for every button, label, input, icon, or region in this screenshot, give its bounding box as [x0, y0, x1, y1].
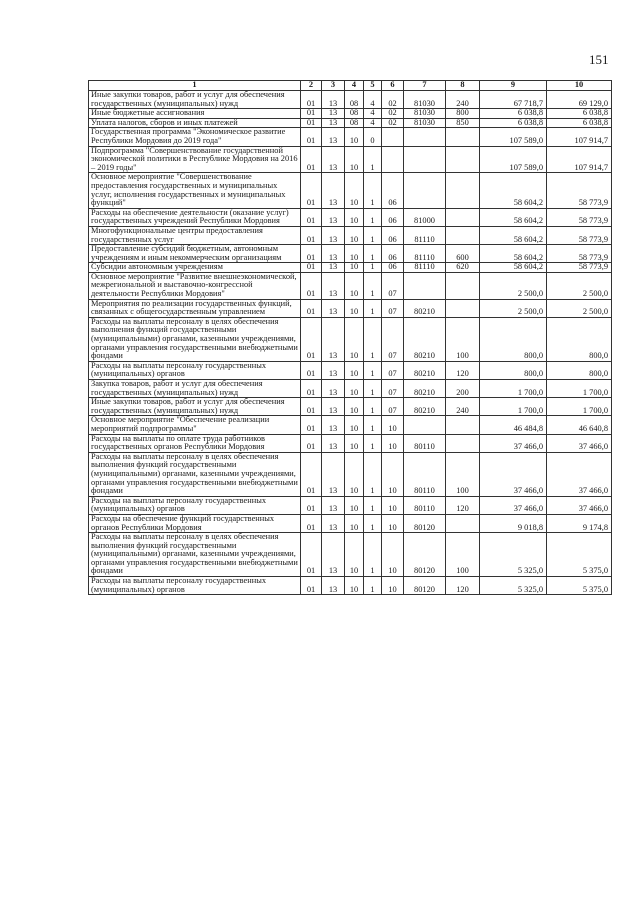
subsection-code: 13 — [322, 533, 345, 577]
item-name: Расходы на выплаты персоналу в целях обеспечения выполнения функций государственными (муниципальными) органами, казенными учреждениями, органами управления государственными внебюджетными фондами — [89, 317, 301, 361]
program-code: 10 — [345, 452, 364, 496]
section-code: 01 — [301, 226, 322, 244]
item-name: Закупка товаров, работ и услуг для обеспечения государственных (муниципальных) нужд — [89, 380, 301, 398]
subprogram-code: 1 — [364, 577, 382, 595]
item-name: Расходы на обеспечение деятельности (оказание услуг) государственных учреждений Республики Мордовия — [89, 208, 301, 226]
expense-type-code — [446, 226, 480, 244]
table-row — [89, 361, 612, 379]
amount-year-2: 58 773,9 — [547, 263, 612, 273]
item-name: Иные бюджетные ассигнования — [89, 109, 301, 119]
section-code: 01 — [301, 245, 322, 263]
section-code: 01 — [301, 533, 322, 577]
activity-code: 06 — [382, 245, 404, 263]
section-code: 01 — [301, 317, 322, 361]
activity-code: 10 — [382, 452, 404, 496]
column-header: 9 — [480, 81, 547, 91]
section-code: 01 — [301, 496, 322, 514]
section-code: 01 — [301, 91, 322, 109]
section-code: 01 — [301, 299, 322, 317]
subsection-code: 13 — [322, 208, 345, 226]
section-code: 01 — [301, 263, 322, 273]
expense-type-code: 120 — [446, 496, 480, 514]
column-header: 8 — [446, 81, 480, 91]
table-row — [89, 496, 612, 514]
direction-code: 80210 — [404, 361, 446, 379]
direction-code — [404, 416, 446, 434]
amount-year-2: 6 038,8 — [547, 109, 612, 119]
program-code: 10 — [345, 317, 364, 361]
amount-year-2: 2 500,0 — [547, 299, 612, 317]
table-row — [89, 91, 612, 109]
expense-type-code: 800 — [446, 109, 480, 119]
program-code: 10 — [345, 361, 364, 379]
amount-year-2: 37 466,0 — [547, 496, 612, 514]
subsection-code: 13 — [322, 452, 345, 496]
subsection-code: 13 — [322, 416, 345, 434]
amount-year-2: 1 700,0 — [547, 398, 612, 416]
activity-code — [382, 128, 404, 146]
direction-code: 81110 — [404, 263, 446, 273]
section-code: 01 — [301, 514, 322, 532]
expense-type-code: 600 — [446, 245, 480, 263]
activity-code: 02 — [382, 91, 404, 109]
column-header: 7 — [404, 81, 446, 91]
table-row — [89, 299, 612, 317]
item-name: Предоставление субсидий бюджетным, автономным учреждениям и иным некоммерческим организациям — [89, 245, 301, 263]
section-code: 01 — [301, 109, 322, 119]
activity-code: 06 — [382, 263, 404, 273]
subprogram-code: 1 — [364, 380, 382, 398]
activity-code: 06 — [382, 173, 404, 208]
subprogram-code: 1 — [364, 226, 382, 244]
direction-code: 81000 — [404, 208, 446, 226]
amount-year-1: 37 466,0 — [480, 452, 547, 496]
program-code: 10 — [345, 398, 364, 416]
activity-code: 07 — [382, 380, 404, 398]
item-name: Расходы на выплаты персоналу в целях обеспечения выполнения функций государственными (муниципальными) органами, казенными учреждениями, органами управления государственными внебюджетными фондами — [89, 452, 301, 496]
subprogram-code: 1 — [364, 245, 382, 263]
expense-type-code: 240 — [446, 398, 480, 416]
amount-year-2: 107 914,7 — [547, 146, 612, 173]
amount-year-1: 37 466,0 — [480, 434, 547, 452]
amount-year-2: 2 500,0 — [547, 272, 612, 299]
program-code: 10 — [345, 208, 364, 226]
amount-year-2: 800,0 — [547, 361, 612, 379]
direction-code: 80120 — [404, 577, 446, 595]
item-name: Основное мероприятие "Развитие внешнеэкономической, межрегиональной и выставочно-конгрессной деятельности Республики Мордовия" — [89, 272, 301, 299]
section-code: 01 — [301, 173, 322, 208]
item-name: Субсидии автономным учреждениям — [89, 263, 301, 273]
table-row — [89, 272, 612, 299]
subsection-code: 13 — [322, 272, 345, 299]
section-code: 01 — [301, 416, 322, 434]
expense-type-code: 120 — [446, 361, 480, 379]
subprogram-code: 1 — [364, 173, 382, 208]
item-name: Расходы на выплаты персоналу государственных (муниципальных) органов — [89, 577, 301, 595]
subsection-code: 13 — [322, 496, 345, 514]
direction-code — [404, 173, 446, 208]
activity-code: 07 — [382, 317, 404, 361]
item-name: Расходы на выплаты персоналу государственных (муниципальных) органов — [89, 361, 301, 379]
table-row — [89, 577, 612, 595]
direction-code — [404, 272, 446, 299]
amount-year-2: 800,0 — [547, 317, 612, 361]
amount-year-2: 58 773,9 — [547, 173, 612, 208]
column-header: 2 — [301, 81, 322, 91]
subsection-code: 13 — [322, 380, 345, 398]
table-row — [89, 434, 612, 452]
expense-type-code: 200 — [446, 380, 480, 398]
expense-type-code — [446, 146, 480, 173]
item-name: Основное мероприятие "Совершенствование предоставления государственных и муниципальных услуг, исполнения государственных и муниципальных функций" — [89, 173, 301, 208]
column-header: 6 — [382, 81, 404, 91]
program-code: 10 — [345, 272, 364, 299]
section-code: 01 — [301, 452, 322, 496]
subprogram-code: 4 — [364, 109, 382, 119]
program-code: 10 — [345, 226, 364, 244]
program-code: 10 — [345, 533, 364, 577]
activity-code: 07 — [382, 272, 404, 299]
amount-year-2: 6 038,8 — [547, 118, 612, 128]
subsection-code: 13 — [322, 118, 345, 128]
subsection-code: 13 — [322, 146, 345, 173]
direction-code: 80210 — [404, 299, 446, 317]
subprogram-code: 1 — [364, 263, 382, 273]
subsection-code: 13 — [322, 317, 345, 361]
amount-year-1: 46 484,8 — [480, 416, 547, 434]
activity-code: 07 — [382, 299, 404, 317]
column-header: 1 — [89, 81, 301, 91]
amount-year-1: 58 604,2 — [480, 263, 547, 273]
amount-year-1: 6 038,8 — [480, 109, 547, 119]
amount-year-2: 1 700,0 — [547, 380, 612, 398]
amount-year-1: 2 500,0 — [480, 272, 547, 299]
program-code: 10 — [345, 299, 364, 317]
table-row — [89, 533, 612, 577]
item-name: Расходы на выплаты персоналу в целях обеспечения выполнения функций государственными (муниципальными) органами, казенными учреждениями, органами управления государственными внебюджетными фондами — [89, 533, 301, 577]
subsection-code: 13 — [322, 263, 345, 273]
table-row — [89, 173, 612, 208]
amount-year-2: 37 466,0 — [547, 434, 612, 452]
table-body — [89, 91, 612, 595]
table-row — [89, 109, 612, 119]
program-code: 10 — [345, 380, 364, 398]
amount-year-2: 107 914,7 — [547, 128, 612, 146]
column-header: 4 — [345, 81, 364, 91]
amount-year-1: 6 038,8 — [480, 118, 547, 128]
item-name: Уплата налогов, сборов и иных платежей — [89, 118, 301, 128]
table-row — [89, 263, 612, 273]
table-row — [89, 416, 612, 434]
expense-type-code — [446, 208, 480, 226]
program-code: 10 — [345, 245, 364, 263]
subsection-code: 13 — [322, 514, 345, 532]
budget-table — [88, 80, 612, 595]
item-name: Расходы на выплаты по оплате труда работников государственных органов Республики Мордовия — [89, 434, 301, 452]
amount-year-2: 46 640,8 — [547, 416, 612, 434]
section-code: 01 — [301, 577, 322, 595]
direction-code: 81110 — [404, 226, 446, 244]
amount-year-1: 2 500,0 — [480, 299, 547, 317]
table-row — [89, 208, 612, 226]
table-row — [89, 245, 612, 263]
column-header: 5 — [364, 81, 382, 91]
activity-code: 10 — [382, 434, 404, 452]
subsection-code: 13 — [322, 398, 345, 416]
table-row — [89, 380, 612, 398]
amount-year-2: 5 375,0 — [547, 533, 612, 577]
section-code: 01 — [301, 398, 322, 416]
subprogram-code: 1 — [364, 299, 382, 317]
activity-code — [382, 146, 404, 173]
amount-year-2: 58 773,9 — [547, 208, 612, 226]
amount-year-1: 107 589,0 — [480, 128, 547, 146]
subprogram-code: 1 — [364, 434, 382, 452]
program-code: 08 — [345, 109, 364, 119]
amount-year-1: 800,0 — [480, 361, 547, 379]
section-code: 01 — [301, 272, 322, 299]
table-header-row — [89, 81, 612, 91]
section-code: 01 — [301, 146, 322, 173]
program-code: 10 — [345, 434, 364, 452]
activity-code: 06 — [382, 226, 404, 244]
direction-code — [404, 128, 446, 146]
amount-year-1: 58 604,2 — [480, 208, 547, 226]
table-row — [89, 514, 612, 532]
activity-code: 10 — [382, 416, 404, 434]
table-row — [89, 226, 612, 244]
table-row — [89, 146, 612, 173]
direction-code: 80120 — [404, 533, 446, 577]
subprogram-code: 0 — [364, 128, 382, 146]
direction-code: 80110 — [404, 496, 446, 514]
expense-type-code: 100 — [446, 317, 480, 361]
program-code: 08 — [345, 118, 364, 128]
direction-code: 80210 — [404, 398, 446, 416]
subprogram-code: 1 — [364, 272, 382, 299]
subprogram-code: 1 — [364, 361, 382, 379]
table-row — [89, 398, 612, 416]
column-header: 3 — [322, 81, 345, 91]
direction-code: 81030 — [404, 91, 446, 109]
amount-year-1: 5 325,0 — [480, 577, 547, 595]
amount-year-1: 9 018,8 — [480, 514, 547, 532]
amount-year-2: 58 773,9 — [547, 226, 612, 244]
amount-year-2: 9 174,8 — [547, 514, 612, 532]
subsection-code: 13 — [322, 245, 345, 263]
column-header: 10 — [547, 81, 612, 91]
direction-code: 80210 — [404, 317, 446, 361]
amount-year-1: 58 604,2 — [480, 173, 547, 208]
item-name: Многофункциональные центры предоставления государственных услуг — [89, 226, 301, 244]
activity-code: 10 — [382, 496, 404, 514]
direction-code: 80110 — [404, 452, 446, 496]
amount-year-1: 1 700,0 — [480, 380, 547, 398]
subprogram-code: 1 — [364, 452, 382, 496]
amount-year-1: 1 700,0 — [480, 398, 547, 416]
activity-code: 06 — [382, 208, 404, 226]
subsection-code: 13 — [322, 577, 345, 595]
program-code: 10 — [345, 496, 364, 514]
section-code: 01 — [301, 128, 322, 146]
subprogram-code: 1 — [364, 398, 382, 416]
activity-code: 10 — [382, 577, 404, 595]
amount-year-1: 58 604,2 — [480, 226, 547, 244]
subprogram-code: 1 — [364, 208, 382, 226]
direction-code: 80110 — [404, 434, 446, 452]
program-code: 10 — [345, 263, 364, 273]
direction-code: 81030 — [404, 118, 446, 128]
table-row — [89, 128, 612, 146]
expense-type-code: 100 — [446, 533, 480, 577]
direction-code: 80210 — [404, 380, 446, 398]
subsection-code: 13 — [322, 361, 345, 379]
amount-year-2: 69 129,0 — [547, 91, 612, 109]
amount-year-1: 37 466,0 — [480, 496, 547, 514]
program-code: 10 — [345, 416, 364, 434]
expense-type-code — [446, 514, 480, 532]
activity-code: 07 — [382, 361, 404, 379]
amount-year-1: 107 589,0 — [480, 146, 547, 173]
subprogram-code: 1 — [364, 416, 382, 434]
amount-year-2: 37 466,0 — [547, 452, 612, 496]
subprogram-code: 1 — [364, 514, 382, 532]
program-code: 10 — [345, 146, 364, 173]
direction-code — [404, 146, 446, 173]
subprogram-code: 1 — [364, 317, 382, 361]
activity-code: 10 — [382, 533, 404, 577]
expense-type-code — [446, 434, 480, 452]
table-row — [89, 452, 612, 496]
subprogram-code: 4 — [364, 91, 382, 109]
subsection-code: 13 — [322, 109, 345, 119]
subprogram-code: 4 — [364, 118, 382, 128]
table-row — [89, 118, 612, 128]
direction-code: 81110 — [404, 245, 446, 263]
subsection-code: 13 — [322, 299, 345, 317]
subsection-code: 13 — [322, 226, 345, 244]
expense-type-code — [446, 416, 480, 434]
activity-code: 02 — [382, 118, 404, 128]
subprogram-code: 1 — [364, 496, 382, 514]
section-code: 01 — [301, 380, 322, 398]
activity-code: 07 — [382, 398, 404, 416]
item-name: Расходы на обеспечение функций государственных органов Республики Мордовия — [89, 514, 301, 532]
amount-year-2: 58 773,9 — [547, 245, 612, 263]
subsection-code: 13 — [322, 173, 345, 208]
program-code: 10 — [345, 128, 364, 146]
subsection-code: 13 — [322, 128, 345, 146]
item-name: Иные закупки товаров, работ и услуг для обеспечения государственных (муниципальных) нужд — [89, 398, 301, 416]
section-code: 01 — [301, 208, 322, 226]
section-code: 01 — [301, 361, 322, 379]
expense-type-code: 240 — [446, 91, 480, 109]
expense-type-code: 620 — [446, 263, 480, 273]
expense-type-code — [446, 128, 480, 146]
direction-code: 80120 — [404, 514, 446, 532]
subsection-code: 13 — [322, 91, 345, 109]
expense-type-code: 850 — [446, 118, 480, 128]
amount-year-1: 67 718,7 — [480, 91, 547, 109]
expense-type-code: 120 — [446, 577, 480, 595]
section-code: 01 — [301, 118, 322, 128]
subprogram-code: 1 — [364, 533, 382, 577]
expense-type-code — [446, 173, 480, 208]
item-name: Основное мероприятие "Обеспечение реализации мероприятий подпрограммы" — [89, 416, 301, 434]
item-name: Мероприятия по реализации государственных функций, связанных с общегосударственным управлением — [89, 299, 301, 317]
table-row — [89, 317, 612, 361]
item-name: Государственная программа "Экономическое развитие Республики Мордовия до 2019 года" — [89, 128, 301, 146]
activity-code: 02 — [382, 109, 404, 119]
amount-year-1: 800,0 — [480, 317, 547, 361]
item-name: Подпрограмма "Совершенствование государственной экономической политики в Республике Мордовия на 2016 – 2019 годы" — [89, 146, 301, 173]
expense-type-code — [446, 299, 480, 317]
program-code: 10 — [345, 577, 364, 595]
expense-type-code: 100 — [446, 452, 480, 496]
subprogram-code: 1 — [364, 146, 382, 173]
amount-year-1: 58 604,2 — [480, 245, 547, 263]
activity-code: 10 — [382, 514, 404, 532]
item-name: Расходы на выплаты персоналу государственных (муниципальных) органов — [89, 496, 301, 514]
amount-year-1: 5 325,0 — [480, 533, 547, 577]
program-code: 08 — [345, 91, 364, 109]
expense-type-code — [446, 272, 480, 299]
item-name: Иные закупки товаров, работ и услуг для обеспечения государственных (муниципальных) нужд — [89, 91, 301, 109]
section-code: 01 — [301, 434, 322, 452]
page-number: 151 — [589, 52, 609, 67]
subsection-code: 13 — [322, 434, 345, 452]
program-code: 10 — [345, 173, 364, 208]
program-code: 10 — [345, 514, 364, 532]
amount-year-2: 5 375,0 — [547, 577, 612, 595]
direction-code: 81030 — [404, 109, 446, 119]
